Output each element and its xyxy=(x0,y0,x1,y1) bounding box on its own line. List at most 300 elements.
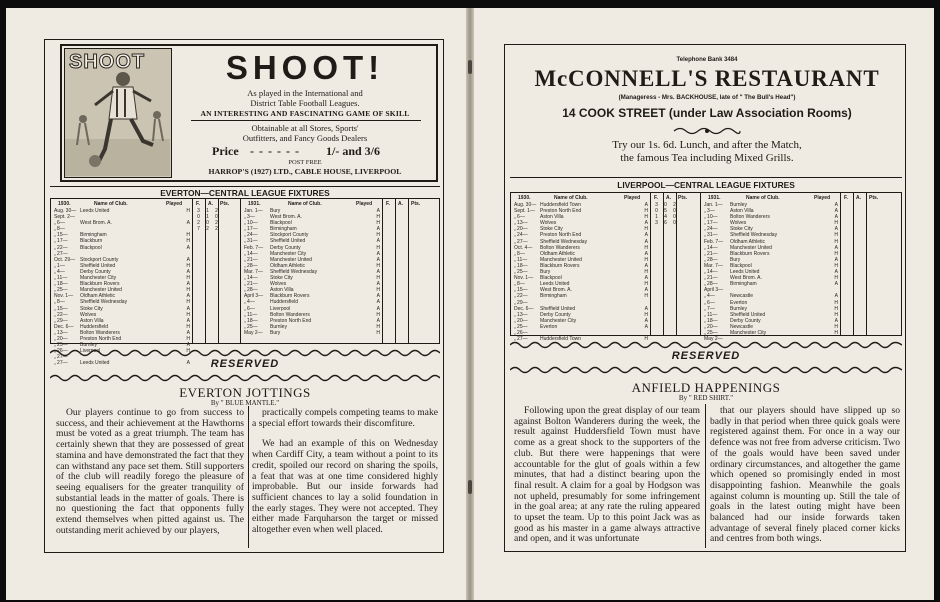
fixture-date: „ 11— xyxy=(514,256,528,263)
col-year-1931: 1931. xyxy=(248,201,261,207)
shoot-maker: HARROP'S (1927) LTD., CABLE HOUSE, LIVERPOOL xyxy=(208,167,402,176)
fixture-row xyxy=(244,330,380,336)
fixture-venue: H xyxy=(376,329,380,336)
fixture-opponent: Huddersfield Town xyxy=(540,336,582,343)
fixture-venue: A xyxy=(834,293,838,300)
fixture-opponent: Everton xyxy=(540,323,558,330)
fixture-venue: A xyxy=(644,287,648,294)
fixture-opponent: Everton xyxy=(730,299,748,306)
result-value: 1 xyxy=(655,214,658,221)
fixture-venue: A xyxy=(376,250,380,257)
fixture-venue: A xyxy=(376,268,380,275)
fixture-date: „ 4— xyxy=(54,268,65,275)
fixture-date: Nov. 1— xyxy=(54,293,74,300)
fixture-date: Oct. 4— xyxy=(514,244,533,251)
fixture-opponent: Manchester City xyxy=(270,250,307,257)
fixture-date: „ 28— xyxy=(704,256,718,263)
col-year-1930: 1930. xyxy=(58,201,71,207)
result-value: 0 xyxy=(673,214,676,221)
fixture-date: Feb. 7— xyxy=(704,238,724,245)
fixture-date: „ 20— xyxy=(514,226,528,233)
article-paragraph: We had an example of this on Wednesday when Cardiff City, a team without a point to its credit, spoiled our record on sharing the spoils, a feat that was at one time considered highly improbable. But our inside forwards had sufficient chances to lay a solid foundation in the early stages. They were not accepted. They either made Farquharson the target or missed altogether even when well placed. xyxy=(252,438,438,536)
table-rule-f1-right xyxy=(650,192,651,336)
result-value: 0 xyxy=(673,208,676,215)
fixture-date: „ 6— xyxy=(704,299,715,306)
fixture-venue: H xyxy=(186,262,190,269)
result-value: 1 xyxy=(206,214,209,221)
fixture-opponent: Oldham Athletic xyxy=(540,250,576,257)
fixture-opponent: Bury xyxy=(270,208,281,214)
fixture-date: „ 11— xyxy=(244,311,258,318)
fixture-opponent: Preston North End xyxy=(270,317,312,324)
fixture-opponent: Preston North End xyxy=(540,208,582,215)
fixture-opponent: Stockport County xyxy=(80,256,119,263)
col-year-1931-right: 1931. xyxy=(708,195,721,201)
fixture-opponent: Oldham Athletic xyxy=(80,293,116,300)
fixture-venue: H xyxy=(644,214,648,221)
col-pts-2: Pts. xyxy=(411,201,421,207)
fixture-venue: H xyxy=(834,250,838,257)
fixture-date: „ 26— xyxy=(54,348,68,355)
fixture-opponent: Stoke City xyxy=(730,226,753,233)
shoot-tagline: AN INTERESTING AND FASCINATING GAME OF SKILL xyxy=(200,109,410,118)
restaurant-managers: (Manageress - Mrs. BACKHOUSE, late of " The Bull's Head") xyxy=(618,94,796,101)
fixture-date: Mar. 7— xyxy=(704,262,723,269)
fixture-opponent: Leeds United xyxy=(730,269,760,276)
table-rule-f2 xyxy=(382,198,383,344)
result-value: 2 xyxy=(197,220,200,227)
liverpool-results-1930 xyxy=(652,202,679,226)
fixture-venue: A xyxy=(376,293,380,300)
fixture-date: „ 22— xyxy=(54,311,68,318)
fixtures-top-rule xyxy=(50,186,440,187)
fixture-opponent: Blackburn xyxy=(80,238,103,245)
fixture-date: „ 15— xyxy=(514,287,528,294)
fixture-date: „ 25— xyxy=(54,342,68,349)
col-a-1: A. xyxy=(208,201,213,207)
fixture-venue: A xyxy=(376,208,380,214)
fixture-opponent: Wolves xyxy=(270,281,287,288)
fixture-venue: H xyxy=(644,226,648,233)
fixture-opponent: Bury xyxy=(540,269,551,276)
reserved-label-right: RESERVED xyxy=(671,350,741,362)
fixture-opponent: Liverpool xyxy=(80,348,101,355)
fixture-date: „ 8— xyxy=(54,226,65,233)
fixture-venue: A xyxy=(186,220,190,227)
fixture-date: Dec. 6— xyxy=(54,323,74,330)
fixture-opponent: Huddersfield xyxy=(80,323,109,330)
fixture-venue: H xyxy=(186,335,190,342)
fixture-date: „ 24— xyxy=(704,226,718,233)
fixture-venue: A xyxy=(834,208,838,215)
fixture-opponent: Bolton Wanderers xyxy=(80,329,120,336)
result-value: 2 xyxy=(215,220,218,227)
fixture-date: „ 17— xyxy=(244,226,258,233)
fixture-opponent: Aston Villa xyxy=(540,214,564,221)
fixture-date: „ 11— xyxy=(704,311,718,318)
fixture-opponent: Leeds United xyxy=(540,281,570,288)
col-club-2: Name of Club. xyxy=(288,201,322,207)
fixture-venue: A xyxy=(644,220,648,227)
col-f-1-right: F. xyxy=(654,195,658,201)
fixture-date: „ 4— xyxy=(704,293,715,300)
fixture-opponent: Leeds United xyxy=(80,208,110,214)
fixture-venue: H xyxy=(834,275,838,282)
table-divider xyxy=(240,198,241,344)
fixture-opponent: Birmingham xyxy=(730,281,757,288)
fixture-date: Jan. 1— xyxy=(704,202,723,208)
everton-fixtures-1930 xyxy=(54,208,190,366)
col-played-2: Played xyxy=(356,201,373,207)
fixture-date: „ 6— xyxy=(54,220,65,227)
fixture-date: „ 21— xyxy=(704,250,718,257)
fixture-venue: H xyxy=(186,311,190,318)
result-value: 2 xyxy=(215,226,218,233)
fixture-venue: H xyxy=(376,232,380,239)
wavy-rule-top-left xyxy=(50,348,440,361)
fixture-opponent: Derby County xyxy=(80,268,111,275)
fixture-venue: A xyxy=(376,317,380,324)
article-column-rule-right xyxy=(705,404,706,548)
fixture-venue: A xyxy=(834,214,838,221)
fixture-date: „ 29— xyxy=(54,317,68,324)
col-a-2: A. xyxy=(398,201,403,207)
fixture-venue: A xyxy=(834,202,838,208)
shoot-logo-image xyxy=(64,48,172,178)
fixtures-top-rule-right xyxy=(510,177,902,178)
table-rule-f2-right xyxy=(840,192,841,336)
fixture-opponent: Stockport County xyxy=(270,232,309,239)
fixture-opponent: Blackburn Rovers xyxy=(540,262,580,269)
everton-jottings-byline: By " BLUE MANTLE." xyxy=(210,399,280,407)
table-rule-p2 xyxy=(408,198,409,344)
fixture-opponent: Sheffield United xyxy=(730,311,766,318)
telephone-line: Telephone Bank 3484 xyxy=(676,57,738,63)
result-value: 3 xyxy=(197,208,200,214)
fixture-venue: A xyxy=(376,299,380,306)
fixture-venue: H xyxy=(186,323,190,330)
fixture-opponent: Manchester United xyxy=(270,256,312,263)
shoot-availability-2: Outfitters, and Fancy Goods Dealers xyxy=(242,133,368,143)
fixture-opponent: Blackburn Rovers xyxy=(270,293,310,300)
fixture-venue: A xyxy=(644,202,648,208)
shoot-availability-1: Obtainable at all Stores, Sports' xyxy=(251,123,359,133)
fixture-date: „ 22— xyxy=(54,244,68,251)
fixture-opponent: Liverpool xyxy=(270,305,291,312)
fixture-opponent: Wolves xyxy=(80,311,97,318)
fixture-venue: H xyxy=(644,208,648,215)
fixture-opponent: Blackburn Rovers xyxy=(80,281,120,288)
fixture-venue: H xyxy=(186,299,190,306)
fixture-opponent: Blackpool xyxy=(540,275,562,282)
anfield-happenings-col-1 xyxy=(514,406,700,545)
fixture-opponent: Bolton Wanderers xyxy=(270,311,310,318)
fixture-venue: A xyxy=(376,226,380,233)
result-value: 6 xyxy=(664,220,667,227)
shoot-title: SHOOT! xyxy=(225,49,385,86)
fixture-date: „ 27— xyxy=(514,238,528,245)
fixture-date: Aug. 30— xyxy=(54,208,77,214)
fixture-date: „ 7— xyxy=(704,305,715,312)
staple-top xyxy=(468,60,472,74)
fixture-date: „ 31— xyxy=(244,238,258,245)
fixture-venue: A xyxy=(644,275,648,282)
fixture-opponent: Derby County xyxy=(730,317,761,324)
col-pts-1: Pts. xyxy=(220,201,230,207)
fixture-venue: H xyxy=(376,287,380,294)
fixture-date: „ 27— xyxy=(54,360,68,367)
result-value: 2 xyxy=(206,226,209,233)
everton-results-1930 xyxy=(194,208,221,232)
table-rule-p2-right xyxy=(866,192,867,336)
fixture-opponent: Leeds United xyxy=(80,360,110,367)
result-value: 0 xyxy=(215,214,218,221)
fixture-date: „ 22— xyxy=(514,293,528,300)
wavy-rule-top-right xyxy=(510,340,902,350)
fixture-opponent: Blackpool xyxy=(730,262,752,269)
fixture-venue: A xyxy=(376,305,380,312)
fixture-venue: A xyxy=(644,250,648,257)
fixture-date: „ 24— xyxy=(244,232,258,239)
fixture-venue: A xyxy=(376,256,380,263)
fixture-venue: H xyxy=(186,275,190,282)
fixture-opponent: Stoke City xyxy=(540,226,563,233)
fixture-venue: A xyxy=(644,323,648,330)
fixture-venue: H xyxy=(834,220,838,227)
fixture-venue: H xyxy=(834,305,838,312)
fixture-venue: A xyxy=(186,317,190,324)
fixture-venue: A xyxy=(186,305,190,312)
fixture-venue: H xyxy=(834,323,838,330)
article-paragraph: Following upon the great display of our team against Bolton Wanderers during the week, the result against Huddersfield Town must have come as a great shock to the supporters of the club. But there were happenings that were accountable for the glut of goals within a few minutes, that had a distinct bearing upon the final result. A claim for a goal by Hodgson was not upheld, presumably for some infringement in the goal area; at any rate the ruling appeared to upset the team. Up to this point Jack was as good as his master in a game always attractive and open, and it was unfortunate xyxy=(514,405,700,545)
col-year-1930-right: 1930. xyxy=(518,195,531,201)
fixture-venue: H xyxy=(644,256,648,263)
page-spine xyxy=(466,8,474,600)
fixture-venue: H xyxy=(376,323,380,330)
fixture-date: „ 18— xyxy=(704,317,718,324)
fixture-date: „ 6— xyxy=(514,214,525,221)
fixture-opponent: Huddersfield xyxy=(270,299,299,306)
fixture-venue: A xyxy=(644,317,648,324)
fixture-date: May 2— xyxy=(704,336,723,343)
fixture-date: „ 20— xyxy=(54,335,68,342)
fixture-date: April 3— xyxy=(704,287,724,294)
fixture-venue: H xyxy=(186,348,190,355)
fixture-opponent: Newcastle xyxy=(730,293,754,300)
col-f-1: F. xyxy=(196,201,200,207)
fixture-opponent: Birmingham xyxy=(270,226,297,233)
shoot-price-dashes: - - - - - - xyxy=(250,144,300,158)
fixture-venue: A xyxy=(186,244,190,251)
fixture-venue: A xyxy=(834,226,838,233)
fixture-opponent: Sheffield United xyxy=(80,262,116,269)
fixture-venue: A xyxy=(644,305,648,312)
fixture-date: „ 8— xyxy=(54,299,65,306)
shoot-price-value: 1/- and 3/6 xyxy=(326,144,381,158)
col-club-2-right: Name of Club. xyxy=(746,195,780,201)
fixture-opponent: Blackpool xyxy=(80,244,102,251)
col-a-2-right: A. xyxy=(856,195,861,201)
fixture-date: „ 18— xyxy=(54,281,68,288)
fixture-venue: H xyxy=(834,232,838,239)
fixture-venue: H xyxy=(834,299,838,306)
result-value: 2 xyxy=(673,202,676,208)
fixture-venue: H xyxy=(186,208,190,214)
result-row xyxy=(194,226,221,232)
fixture-date: Aug. 30— xyxy=(514,202,537,208)
result-value: 3 xyxy=(655,220,658,227)
result-value: 0 xyxy=(673,220,676,227)
fixture-date: Sept. 1— xyxy=(514,208,535,215)
restaurant-try-1: Try our 1s. 6d. Lunch, and after the Match, xyxy=(612,139,802,151)
fixture-opponent: West Brom. A. xyxy=(540,287,572,294)
col-club-1-right: Name of Club. xyxy=(554,195,588,201)
fixture-date: April 3— xyxy=(244,293,264,300)
liverpool-fixtures-1930 xyxy=(514,202,648,342)
article-paragraph: Our players continue to go from success to success, and their achievement at the Hawthorns must be voted as a great triumph. The team has certainly shewn that they are possessed of great stamina and have demonstrated the fact that they can withstand any pace set them. Still supporters of the club will readily forego the pleasure of seeing equalisers for the greater tranquility of substantial leads in the matter of goals. There is no questioning the fact that opponents fully extend themselves when pitted against us. The outstanding merit achieved by our players, xyxy=(56,407,244,536)
fixture-date: „ 26— xyxy=(514,329,528,336)
fixture-venue: H xyxy=(644,336,648,343)
fixture-date: „ 14— xyxy=(704,269,718,276)
restaurant-title: McCONNELL'S RESTAURANT xyxy=(534,66,880,91)
fixture-venue: A xyxy=(186,281,190,288)
fixture-date: „ 14— xyxy=(704,244,718,251)
fixture-date: Mar. 7— xyxy=(244,268,263,275)
fixture-date: „ 25— xyxy=(514,269,528,276)
fixture-opponent: Manchester United xyxy=(730,244,772,251)
fixture-venue: A xyxy=(186,293,190,300)
article-paragraph: practically compels competing teams to make a special effort towards their discomfiture. xyxy=(252,407,438,429)
fixture-venue: H xyxy=(186,287,190,294)
result-value: 0 xyxy=(655,208,658,215)
fixture-venue: A xyxy=(186,342,190,349)
fixture-venue: A xyxy=(644,262,648,269)
fixture-opponent: Sheffield United xyxy=(540,305,576,312)
left-page xyxy=(6,8,466,600)
fixture-venue: A xyxy=(186,329,190,336)
fixture-opponent: Wolves xyxy=(540,220,557,227)
result-value: 0 xyxy=(206,220,209,227)
fixture-date: „ 21— xyxy=(704,275,718,282)
result-value: 3 xyxy=(655,202,658,208)
table-rule-a2 xyxy=(395,198,396,344)
fixture-opponent: Burnley xyxy=(730,305,747,312)
fixture-venue: A xyxy=(834,269,838,276)
fixture-venue: A xyxy=(644,232,648,239)
fixture-opponent: Blackpool xyxy=(270,220,292,227)
fixture-venue: A xyxy=(834,244,838,251)
fixture-date: „ 15— xyxy=(54,305,68,312)
fixture-venue: H xyxy=(376,275,380,282)
fixture-date: „ 31— xyxy=(704,232,718,239)
fixture-date: „ 28— xyxy=(244,262,258,269)
fixture-date: „ 10— xyxy=(704,214,718,221)
fixture-venue: A xyxy=(834,281,838,288)
fixture-venue: H xyxy=(644,311,648,318)
fixture-date: „ 3— xyxy=(244,214,255,221)
fixture-date: „ 18— xyxy=(514,262,528,269)
fixture-date: „ 11— xyxy=(54,275,68,282)
fixture-date: „ 8— xyxy=(514,281,525,288)
fixture-venue: A xyxy=(186,360,190,367)
fixture-venue: A xyxy=(376,281,380,288)
shoot-logo-text: SHOOT xyxy=(69,51,146,73)
fixture-opponent: Aston Villa xyxy=(270,287,294,294)
fixture-venue: H xyxy=(186,238,190,245)
fixture-venue: H xyxy=(644,269,648,276)
fixture-venue: H xyxy=(376,311,380,318)
fixture-venue: A xyxy=(834,256,838,263)
fixture-date: Nov. 1— xyxy=(514,275,534,282)
anfield-happenings-col-2 xyxy=(710,406,900,545)
fixture-opponent: West Brom. A. xyxy=(730,275,762,282)
fixture-date: Dec. 6— xyxy=(514,305,534,312)
col-a-1-right: A. xyxy=(666,195,671,201)
table-rule-f1 xyxy=(192,198,193,344)
fixture-date: „ 24— xyxy=(514,232,528,239)
fixture-venue: H xyxy=(376,262,380,269)
fixture-opponent: Blackburn Rovers xyxy=(730,250,770,257)
fixture-date: „ 29— xyxy=(514,299,528,306)
fixture-opponent: Bury xyxy=(730,256,741,263)
fixture-venue: H xyxy=(834,262,838,269)
col-f-2-right: F. xyxy=(844,195,848,201)
fixture-opponent: Oldham Athletic xyxy=(730,238,766,245)
fixture-opponent: Bolton Wanderers xyxy=(730,214,770,221)
fixture-date: Oct. 29— xyxy=(54,256,76,263)
result-value: 2 xyxy=(215,208,218,214)
fixture-date: „ 17— xyxy=(54,238,68,245)
anfield-happenings-title: ANFIELD HAPPENINGS xyxy=(631,380,781,395)
fixture-date: „ 1— xyxy=(54,262,65,269)
fixture-opponent: Burnley xyxy=(730,202,747,208)
right-page xyxy=(474,8,934,600)
fixture-date: May 2— xyxy=(244,329,263,336)
fixture-date: „ 25— xyxy=(514,323,528,330)
fixture-opponent: Stoke City xyxy=(270,275,293,282)
fixture-date: Jan. 1— xyxy=(244,208,263,214)
result-value: 0 xyxy=(664,202,667,208)
col-pts-1-right: Pts. xyxy=(678,195,688,201)
article-column-rule-left xyxy=(248,406,249,548)
fixture-opponent: Aston Villa xyxy=(730,208,754,215)
fixture-venue: A xyxy=(186,256,190,263)
liverpool-fixtures-1931 xyxy=(704,202,838,342)
fixture-venue: H xyxy=(376,220,380,227)
fixture-opponent: Bolton Wanderers xyxy=(540,244,580,251)
fixture-opponent: Preston North End xyxy=(540,232,582,239)
fixture-venue: A xyxy=(186,268,190,275)
fixture-venue: H xyxy=(834,238,838,245)
fixture-venue: A xyxy=(834,317,838,324)
fixture-date: „ 10— xyxy=(244,220,258,227)
fixture-opponent: Manchester City xyxy=(80,275,117,282)
fixture-opponent: Newcastle xyxy=(730,323,754,330)
fixture-opponent: Aston Villa xyxy=(80,317,104,324)
fixture-date: „ 17— xyxy=(704,220,718,227)
fixture-opponent: Derby County xyxy=(540,311,571,318)
fixture-opponent: Birmingham xyxy=(80,232,107,239)
fixture-venue: A xyxy=(644,238,648,245)
restaurant-address: 14 COOK STREET (under Law Association Rooms) xyxy=(562,106,852,120)
result-value: 4 xyxy=(664,214,667,221)
fixture-date: „ 15— xyxy=(54,232,68,239)
fixture-date: „ 8— xyxy=(514,250,525,257)
shoot-line-2: District Table Football Leagues. xyxy=(250,98,360,108)
fixture-venue: H xyxy=(186,232,190,239)
fixture-opponent: Sheffield Wednesday xyxy=(270,268,318,275)
fixture-opponent: Preston North End xyxy=(80,335,122,342)
